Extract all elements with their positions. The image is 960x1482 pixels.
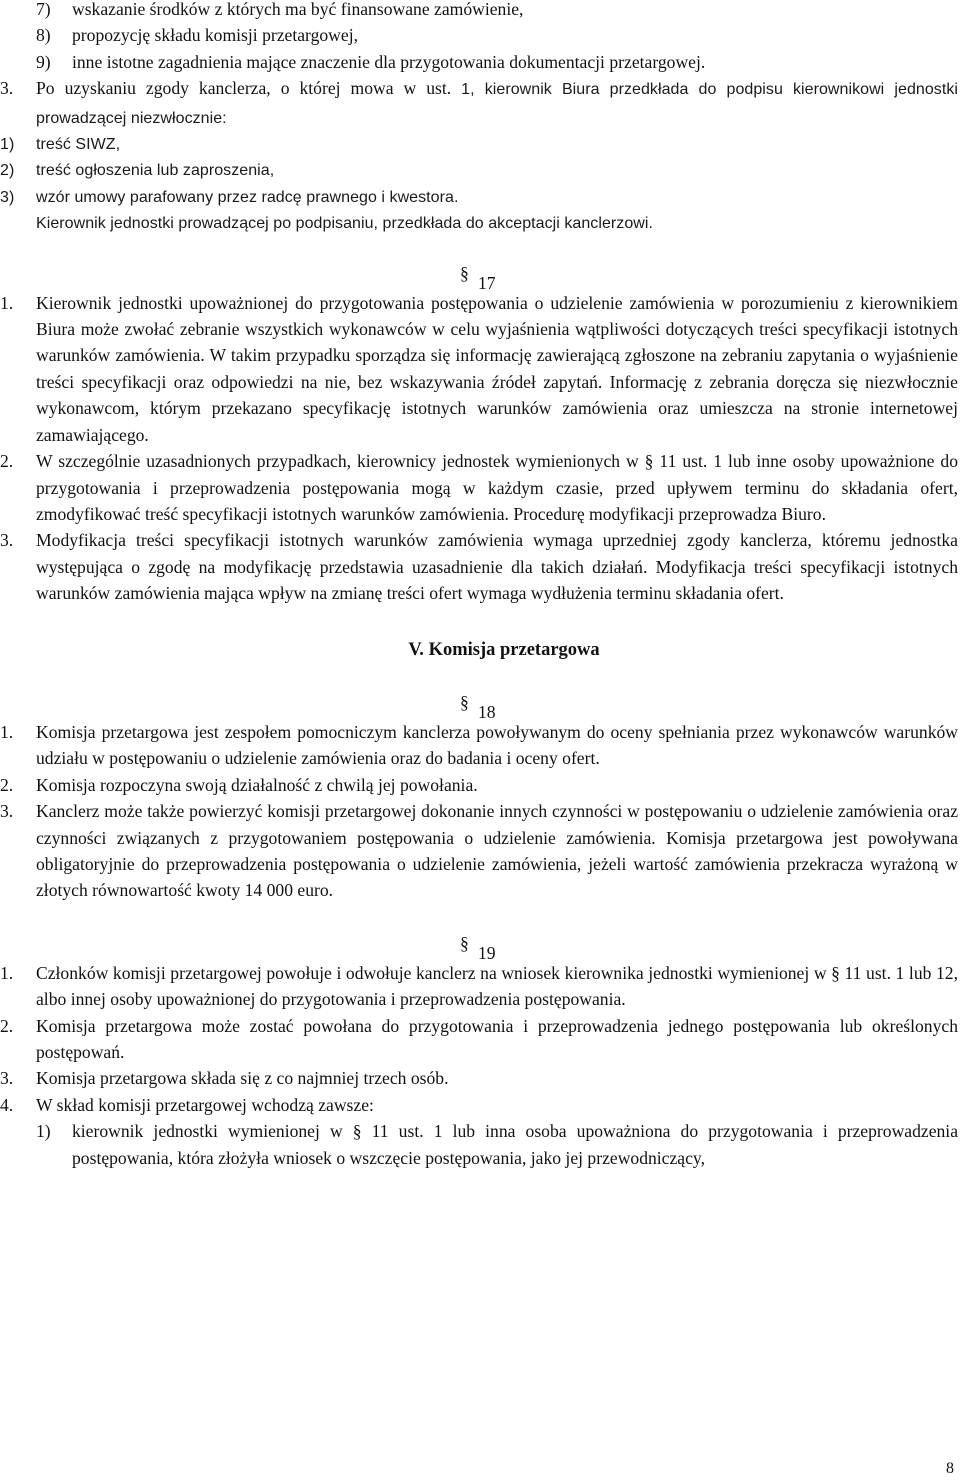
paragraph-number: 3. <box>0 801 14 822</box>
numbered-paragraph <box>0 527 960 606</box>
list-text: treść SIWZ, <box>36 136 121 154</box>
list-item <box>0 158 960 184</box>
paragraph-number: 1. <box>0 292 14 313</box>
chapter-title: Komisja przetargowa <box>428 639 600 660</box>
paragraph-text: Członków komisji przetargowej powołuje i odwołuje kanclerz na wniosek kierownika jednostki wymienionej w § 11 ust. 1 lub 12, albo innej osoby upoważnionej do przygotowania i przeprowadzenia postępowania. <box>36 962 958 1010</box>
paragraph-text: W skład komisji przetargowej wchodzą zawsze: <box>36 1094 374 1115</box>
paragraph-text: W szczególnie uzasadnionych przypadkach, kierownicy jednostek wymienionych w § 11 ust. 1 lub inne osoby upoważnione do przygotowania i przeprowadzenia postępowania mogą w każdym czasie, przed upływem terminu do składania ofert, zmodyfikować treść specyfikacji istotnych warunków zamówienia. Procedurę modyfikacji przeprowadza Biuro. <box>36 451 958 524</box>
section-sign: § <box>460 691 469 712</box>
numbered-paragraph <box>0 290 960 448</box>
list-number: 9) <box>36 51 51 72</box>
numbered-paragraph <box>0 960 960 1013</box>
paragraph-text: Po uzyskaniu zgody kanclerza, o której mowa w ust. <box>36 78 452 99</box>
paragraph-number: 3. <box>0 78 14 99</box>
section-sign: § <box>460 932 469 953</box>
numbered-paragraph <box>0 1013 960 1066</box>
list-text: treść ogłoszenia lub zaproszenia, <box>36 162 275 180</box>
list-text: wzór umowy parafowany przez radcę prawnego i kwestora. <box>36 188 459 206</box>
numbered-paragraph <box>0 798 960 904</box>
numbered-paragraph <box>0 1065 960 1091</box>
list-number: 7) <box>36 0 51 19</box>
paragraph-text: Komisja przetargowa jest zespołem pomocniczym kanclerza powoływanym do oceny spełniania przez wykonawców warunków udziału w postępowaniu o udzielenie zamówienia oraz do badania i oceny ofert. <box>36 721 958 769</box>
list-item <box>0 185 960 211</box>
list-number: 2) <box>0 162 15 180</box>
list-item <box>0 49 960 75</box>
list-item <box>0 0 960 22</box>
paragraph-text: Modyfikacja treści specyfikacji istotnych warunków zamówienia wymaga uprzedniej zgody kanclerza, któremu jednostka występująca o zgodę na modyfikację przedstawia uzasadnienie dla takich działań. Modyfikacja treści specyfikacji istotnych warunków zamówienia mająca wpływ na zmianę treści ofert wymaga wydłużenia terminu składania ofert. <box>36 530 958 604</box>
list-text: propozycję składu komisji przetargowej, <box>72 25 358 46</box>
paragraph-number: 3. <box>0 530 14 551</box>
paragraph-number: 1. <box>0 962 14 983</box>
paragraph-text: Komisja rozpoczyna swoją działalność z chwilą jej powołania. <box>36 774 478 795</box>
paragraph-text: Komisja przetargowa składa się z co najmniej trzech osób. <box>36 1068 449 1089</box>
paragraph-number: 2. <box>0 774 14 795</box>
list-item <box>0 1118 960 1171</box>
paragraph-text: Kierownik jednostki upoważnionej do przygotowania postępowania o udzielenie zamówienia w porozumieniu z kierownikiem Biura może zwołać zebranie wszystkich wykonawców w celu wyjaśnienia wątpliwości dotyczących treści specyfikacji istotnych warunków zamówienia. W takim przypadku sporządza się informację zawierającą zgłoszone na zebraniu zapytania o wyjaśnienie treści specyfikacji oraz odpowiedzi na nie, bez wskazywania źródeł zapytań. Informację z zebrania doręcza się niezwłocznie wykonawcom, którym przekazano specyfikację istotnych warunków zamówienia oraz umieszcza na stronie internetowej zamawiającego. <box>36 292 958 445</box>
list-text: kierownik jednostki wymienionej w § 11 ust. 1 lub inna osoba upoważniona do przygotowania i przeprowadzenia postępowania, która złożyła wniosek o wszczęcie postępowania, jako jej przewodniczący, <box>72 1121 958 1168</box>
list-number: 1) <box>0 136 15 154</box>
paragraph-number: 2. <box>0 1015 14 1036</box>
paragraph-number: 2. <box>0 451 14 472</box>
section-number: 19 <box>478 942 496 963</box>
section-heading <box>0 691 960 722</box>
section-number: 18 <box>478 701 496 722</box>
chapter-label: V. <box>408 639 424 660</box>
paragraph-text: Kanclerz może także powierzyć komisji przetargowej dokonanie innych czynności w postępowaniu o udzielenie zamówienia oraz czynności związanych z przygotowaniem postępowania o udzielenie zamówienia. Komisja przetargowa jest powoływana obligatoryjnie do przeprowadzenia postępowania o udzielenie zamówienia, jeżeli wartość zamówienia przekracza wyrażoną w złotych równowartość kwoty 14 000 euro. <box>36 801 958 901</box>
numbered-paragraph <box>0 448 960 527</box>
numbered-paragraph <box>0 719 960 772</box>
paragraph-number: 1. <box>0 721 14 742</box>
paragraph-text: Komisja przetargowa może zostać powołana do przygotowania i przeprowadzenia jednego postępowania lub określonych postępowań. <box>36 1015 958 1062</box>
paragraph-number: 4. <box>0 1094 14 1115</box>
numbered-paragraph <box>0 75 960 132</box>
numbered-paragraph <box>0 772 960 798</box>
list-text: wskazanie środków z których ma być finansowane zamówienie, <box>72 0 524 19</box>
list-number: 8) <box>36 25 51 46</box>
section-heading <box>0 932 960 963</box>
paragraph-number: 3. <box>0 1068 14 1089</box>
list-item <box>0 132 960 158</box>
chapter-heading <box>48 637 960 663</box>
paragraph-text-continued: 1, kierownik Biura przedkłada do podpisu kierownikowi jednostki prowadzącej niezwłocznie: <box>36 81 958 127</box>
section-sign: § <box>460 262 469 283</box>
list-item <box>0 22 960 48</box>
section-number: 17 <box>478 272 496 293</box>
list-number: 3) <box>0 188 15 206</box>
list-text: inne istotne zagadnienia mające znaczenie dla przygotowania dokumentacji przetargowej. <box>72 51 706 72</box>
list-number: 1) <box>36 1121 51 1142</box>
numbered-paragraph <box>0 1092 960 1118</box>
closing-sentence: Kierownik jednostki prowadzącej po podpisaniu, przedkłada do akceptacji kanclerzowi. <box>36 215 653 233</box>
page-number: 8 <box>946 1460 954 1477</box>
section-heading <box>0 262 960 293</box>
